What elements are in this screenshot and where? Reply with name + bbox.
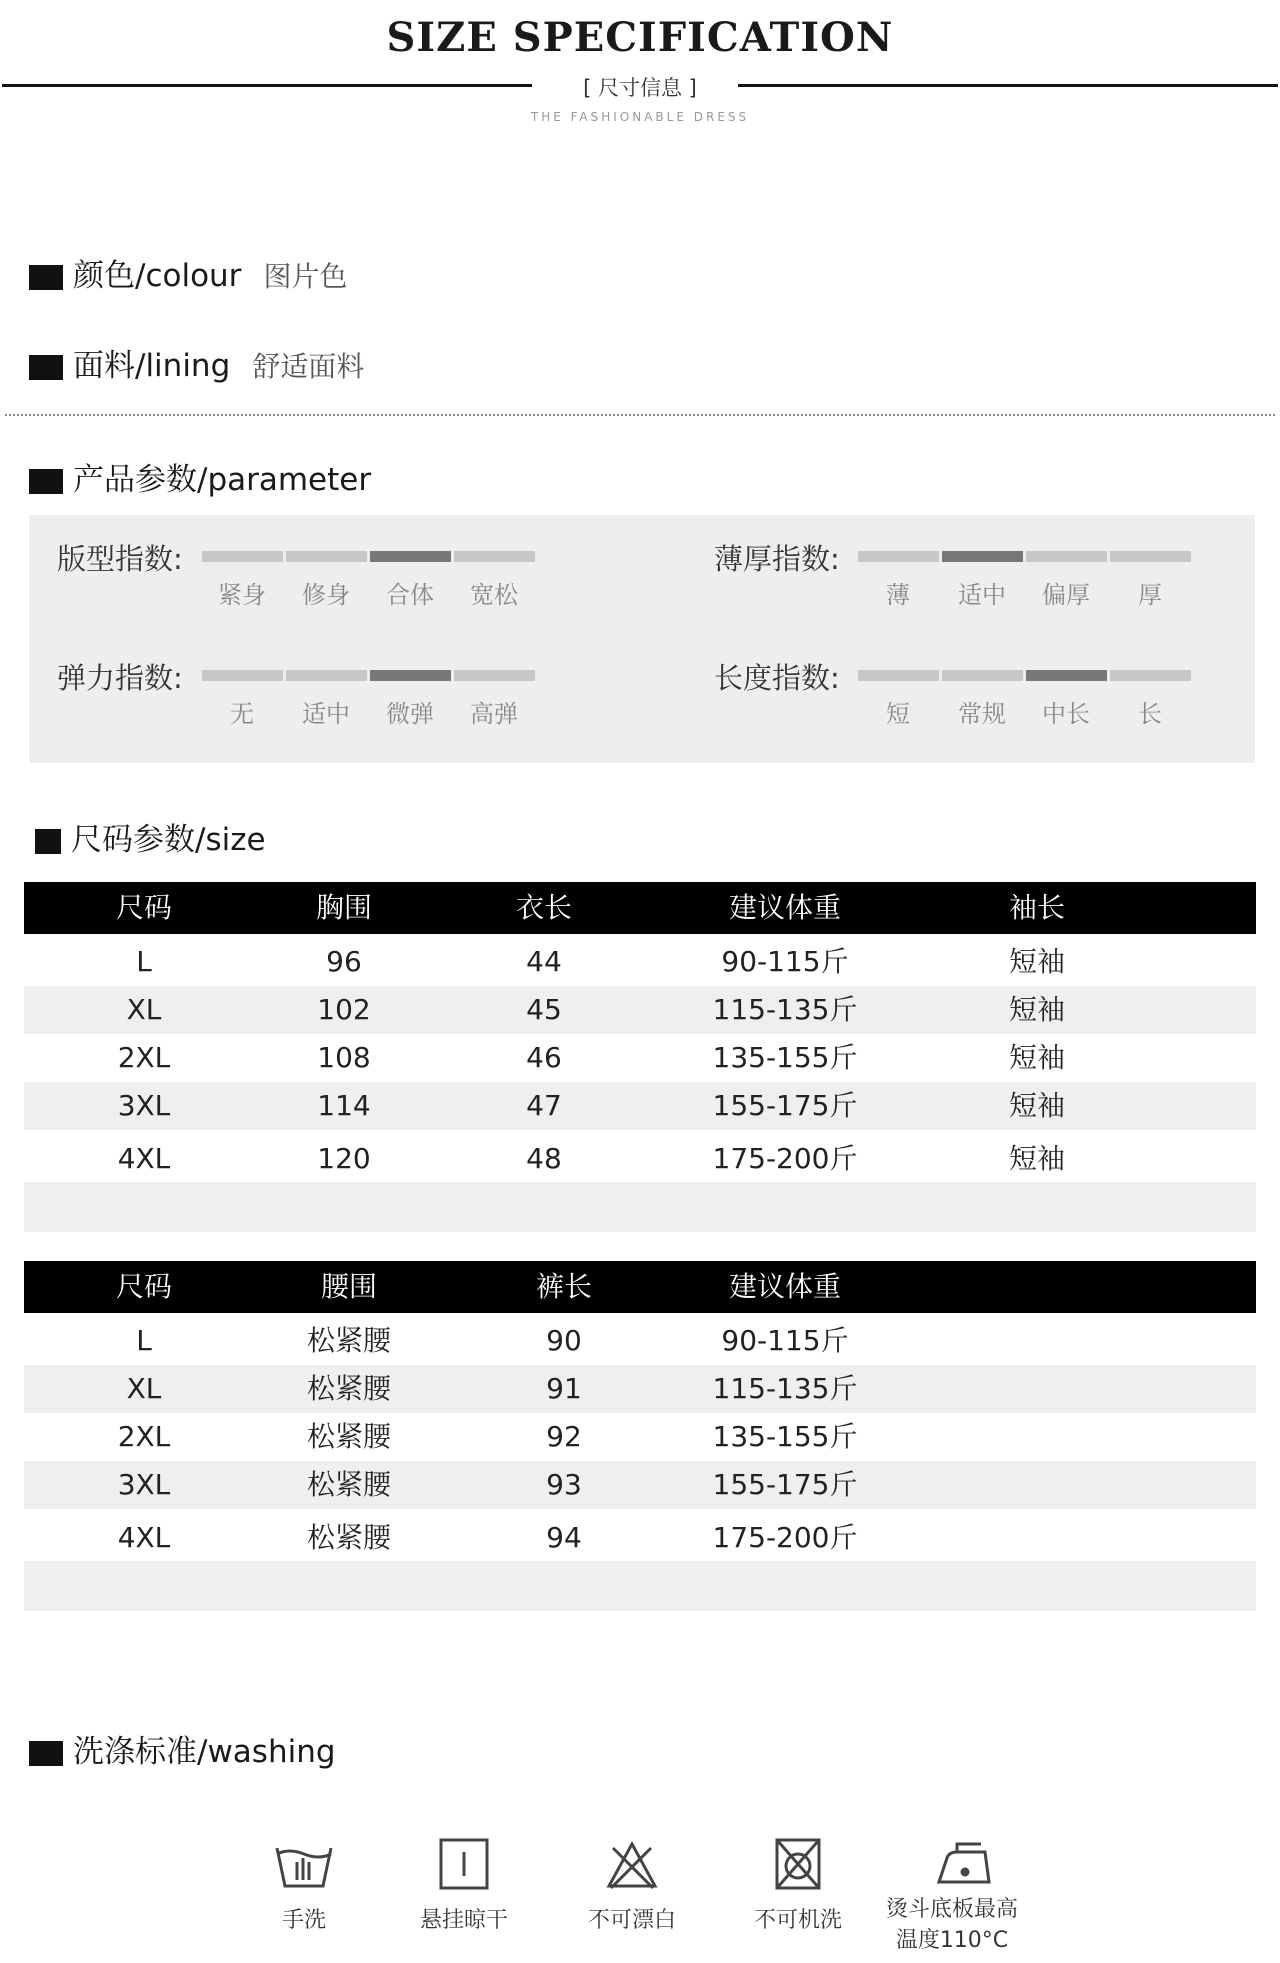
table-cell: 93 <box>546 1468 582 1501</box>
table-row <box>24 1461 1256 1509</box>
table-cell: 91 <box>546 1372 582 1405</box>
stretch-index-segment-selected <box>370 670 451 681</box>
table-cell: 175-200斤 <box>712 1142 858 1175</box>
bottom-table-header <box>24 1261 1256 1313</box>
table-row <box>24 1082 1256 1130</box>
table-cell: 90 <box>546 1324 582 1357</box>
table-cell: 115-135斤 <box>712 1372 858 1405</box>
thickness-index-segment <box>1110 551 1191 562</box>
table-cell: 94 <box>546 1521 582 1554</box>
parameter-heading: 产品参数/parameter <box>29 454 371 499</box>
table-row <box>24 1365 1256 1413</box>
lining-label: 面料/lining <box>73 348 231 384</box>
length-index-bar <box>858 670 1188 681</box>
colour-label: 颜色/colour <box>73 258 242 294</box>
length-option: 中长 <box>1042 700 1090 728</box>
table-cell: 短袖 <box>1008 1142 1065 1175</box>
size-heading: 尺码参数/size <box>35 814 266 859</box>
column-header: 建议体重 <box>728 1270 841 1303</box>
lining-row <box>29 340 364 385</box>
column-header: 腰围 <box>320 1270 377 1303</box>
fit-index-segment <box>202 551 283 562</box>
iron-icon <box>917 1836 1007 1896</box>
no-machine-wash-icon <box>753 1836 843 1896</box>
washing-heading: 洗涤标准/washing <box>29 1726 336 1771</box>
table-cell: 2XL <box>117 1041 171 1074</box>
table-cell: 46 <box>526 1041 562 1074</box>
length-option: 短 <box>886 700 910 728</box>
length-index-segment <box>1110 670 1191 681</box>
table-cell: 48 <box>526 1142 562 1175</box>
fit-option: 修身 <box>302 581 350 609</box>
thickness-index-label: 薄厚指数: <box>714 542 840 576</box>
fit-index-label: 版型指数: <box>57 542 183 576</box>
header-tagline: THE FASHIONABLE DRESS <box>530 110 750 124</box>
thickness-option: 偏厚 <box>1042 581 1090 609</box>
table-cell: L <box>136 945 152 978</box>
column-header: 衣长 <box>515 891 572 924</box>
top-table-header <box>24 882 1256 934</box>
thickness-option: 适中 <box>958 581 1006 609</box>
fit-index-segment <box>454 551 535 562</box>
hang-dry-icon <box>419 1836 509 1896</box>
length-index-segment <box>858 670 939 681</box>
table-cell: 松紧腰 <box>306 1521 391 1554</box>
header-subtitle: [ 尺寸信息 ] <box>583 76 697 100</box>
table-cell: L <box>136 1324 152 1357</box>
no-machine-wash-label: 不可机洗 <box>753 1908 842 1933</box>
table-cell: 90-115斤 <box>721 1324 849 1357</box>
table-cell: 松紧腰 <box>306 1468 391 1501</box>
thickness-option: 薄 <box>886 581 910 609</box>
thickness-index-segment-selected <box>942 551 1023 562</box>
fit-option: 紧身 <box>218 581 266 609</box>
section-bullet-icon <box>29 1741 63 1766</box>
stretch-option: 微弹 <box>386 700 434 728</box>
section-bullet-icon <box>29 265 63 290</box>
colour-row <box>29 250 347 295</box>
table-cell: 短袖 <box>1008 993 1065 1026</box>
table-cell: 135-155斤 <box>712 1041 858 1074</box>
table-row <box>24 1135 1256 1183</box>
stretch-option: 适中 <box>302 700 350 728</box>
hand-wash-icon <box>259 1836 349 1896</box>
hang-dry-label: 悬挂晾干 <box>419 1908 508 1933</box>
table-cell: 松紧腰 <box>306 1420 391 1453</box>
table-cell: 短袖 <box>1008 945 1065 978</box>
section-bullet-icon <box>35 829 61 854</box>
column-header: 胸围 <box>315 891 372 924</box>
iron-label: 烫斗底板最高 温度110°C <box>885 1897 1018 1953</box>
table-row <box>24 1317 1256 1365</box>
table-footer-pad <box>24 1561 1256 1611</box>
length-index-segment <box>942 670 1023 681</box>
table-cell: 45 <box>526 993 562 1026</box>
table-cell: 4XL <box>117 1521 171 1554</box>
table-cell: 4XL <box>117 1142 171 1175</box>
page-title: SIZE SPECIFICATION <box>386 14 894 61</box>
length-index-label: 长度指数: <box>714 661 840 695</box>
column-header: 尺码 <box>115 1270 172 1303</box>
table-cell: 短袖 <box>1008 1089 1065 1122</box>
table-row <box>24 1413 1256 1461</box>
colour-value: 图片色 <box>263 260 348 293</box>
table-cell: 120 <box>317 1142 371 1175</box>
column-header: 建议体重 <box>728 891 841 924</box>
table-row <box>24 938 1256 986</box>
section-bullet-icon <box>29 469 63 494</box>
fit-option: 宽松 <box>470 581 518 609</box>
table-cell: 3XL <box>117 1468 171 1501</box>
thickness-option: 厚 <box>1138 581 1162 609</box>
table-cell: 102 <box>317 993 371 1026</box>
table-cell: 44 <box>526 945 562 978</box>
table-cell: 114 <box>317 1089 371 1122</box>
thickness-index-bar <box>858 551 1188 562</box>
table-cell: 155-175斤 <box>712 1468 858 1501</box>
table-cell: 155-175斤 <box>712 1089 858 1122</box>
stretch-option: 高弹 <box>470 700 518 728</box>
table-row <box>24 1514 1256 1562</box>
fit-index-segment-selected <box>370 551 451 562</box>
table-cell: 松紧腰 <box>306 1324 391 1357</box>
table-cell: 松紧腰 <box>306 1372 391 1405</box>
stretch-index-label: 弹力指数: <box>57 661 183 695</box>
stretch-index-segment <box>202 670 283 681</box>
thickness-index-segment <box>858 551 939 562</box>
no-bleach-icon <box>587 1836 677 1896</box>
stretch-option: 无 <box>230 700 254 728</box>
table-cell: 90-115斤 <box>721 945 849 978</box>
table-cell: 47 <box>526 1089 562 1122</box>
column-header: 袖长 <box>1008 891 1065 924</box>
table-row <box>24 1034 1256 1082</box>
table-cell: 3XL <box>117 1089 171 1122</box>
column-header: 裤长 <box>535 1270 592 1303</box>
table-cell: 2XL <box>117 1420 171 1453</box>
table-cell: 115-135斤 <box>712 993 858 1026</box>
dotted-divider <box>5 414 1275 416</box>
column-header: 尺码 <box>115 891 172 924</box>
fit-option: 合体 <box>386 581 434 609</box>
table-row <box>24 986 1256 1034</box>
table-cell: 175-200斤 <box>712 1521 858 1554</box>
table-cell: 96 <box>326 945 362 978</box>
table-cell: 92 <box>546 1420 582 1453</box>
table-cell: 135-155斤 <box>712 1420 858 1453</box>
thickness-index-segment <box>1026 551 1107 562</box>
stretch-index-segment <box>454 670 535 681</box>
table-cell: XL <box>126 1372 162 1405</box>
length-index-segment-selected <box>1026 670 1107 681</box>
section-bullet-icon <box>29 355 63 380</box>
table-cell: 短袖 <box>1008 1041 1065 1074</box>
fit-index-segment <box>286 551 367 562</box>
length-option: 长 <box>1138 700 1162 728</box>
hand-wash-label: 手洗 <box>281 1908 326 1933</box>
length-option: 常规 <box>958 700 1006 728</box>
stretch-index-bar <box>202 670 532 681</box>
no-bleach-label: 不可漂白 <box>587 1908 676 1933</box>
table-cell: 108 <box>317 1041 371 1074</box>
table-cell: XL <box>126 993 162 1026</box>
lining-value: 舒适面料 <box>252 350 365 383</box>
fit-index-bar <box>202 551 532 562</box>
stretch-index-segment <box>286 670 367 681</box>
table-footer-pad <box>24 1182 1256 1232</box>
